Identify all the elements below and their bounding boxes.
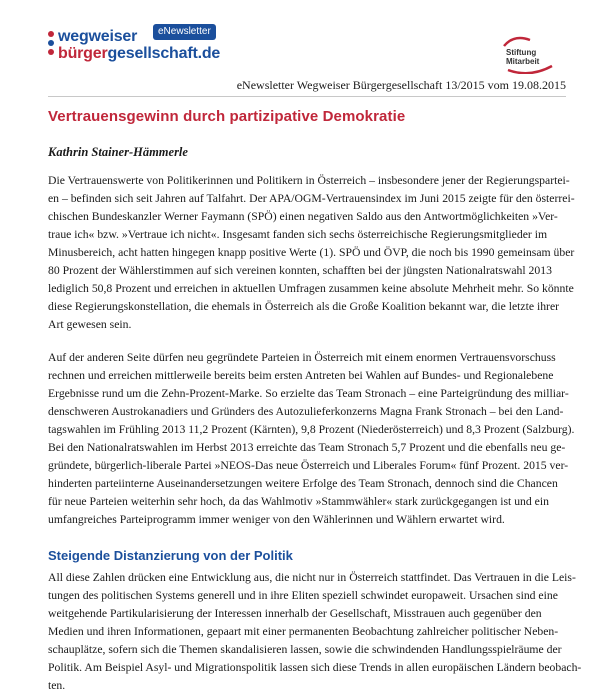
text-line: gründete, bürgerlich-liberale Partei »NEOS-Das neue Österreich und Liberales Forum« fünf Prozent. 2015 ver- bbox=[48, 459, 569, 472]
paragraph-2 bbox=[48, 349, 575, 529]
issue-line: eNewsletter Wegweiser Bürgergesellschaft 13/2015 vom 19.08.2015 bbox=[236, 78, 566, 92]
text-line: umfangreiches Parteiprogramm immer weniger von den Wählerinnen und Wählern erwartet wird. bbox=[48, 513, 505, 526]
text-line: tungen des politischen Systems generell und in ihre Eliten speziell schwindet europaweit. Ursachen sind eine bbox=[48, 589, 558, 602]
logo-dots-icon bbox=[48, 31, 55, 58]
text-line: rechnen und erreichen mittlerweile bereits beim ersten Antreten bei Wahlen auf Bundes- und Regionalebene bbox=[48, 369, 554, 382]
text-line: traue ich« bzw. »Vertraue ich nicht«. Insgesamt fanden sich sechs österreichische Regierungsmitglieder im bbox=[48, 228, 548, 241]
text-line: Bei den Nationalratswahlen im Herbst 2013 erreichte das Team Stronach 5,7 Prozent und die ebenfalls neu ge- bbox=[48, 441, 566, 454]
text-line: lediglich 50,8 Prozent und erreichen in aktuellen Umfragen zusammen keine absolute Mehrheit mehr. So könnte bbox=[48, 282, 574, 295]
text-line: tagswahlen im Frühling 2013 11,2 Prozent (Kärnten), 9,8 Prozent (Niederösterreich) und 8,3 Prozent (Salzburg). bbox=[48, 423, 575, 436]
paragraph-3 bbox=[48, 569, 582, 695]
text-line: schauplätze, sofern sich die Themen skandalisieren lassen, sowie die schwindenden Handlungsspielräume der bbox=[48, 643, 562, 656]
text-line: All diese Zahlen drücken eine Entwicklung aus, die nicht nur in Österreich stattfindet. Das Vertrauen in die Leis- bbox=[48, 571, 576, 584]
paragraph-1 bbox=[48, 172, 575, 334]
text-line: 80 Prozent der Wählerstimmen auf sich vereinen konnten, schafften bei der jüngsten Nationalratswahl 2013 bbox=[48, 264, 552, 277]
text-line: denschweren Austrokanadiers und Gründers des Autozulieferkonzerns Magna Frank Stronach – bei den Land- bbox=[48, 405, 564, 418]
text-line: Minusbereich, acht hatten hingegen knapp positive Werte (1). SPÖ und ÖVP, die noch bis 1990 gemeinsam über bbox=[48, 246, 575, 259]
enewsletter-badge: eNewsletter bbox=[153, 24, 216, 40]
text-line: diese Regierungskonstellation, die ehemals in Österreich als die Große Koalition bekannt war, die letzte ihrer bbox=[48, 300, 560, 313]
article-author: Kathrin Stainer-Hämmerle bbox=[48, 145, 188, 159]
text-line: Politik. Am Beispiel Asyl- und Migrationspolitik lassen sich diese Trends in allen europäischen Ländern beobach- bbox=[48, 661, 582, 674]
logo-wordmark-line2: bürgergesellschaft.de bbox=[58, 45, 221, 62]
mitarbeit-label: Mitarbeit bbox=[506, 57, 540, 66]
article-title: Vertrauensgewinn durch partizipative Demokratie bbox=[48, 108, 406, 125]
text-line: für neue Parteien weiterhin sehr hoch, da das Wahlmotiv »Stammwähler« stark zurückgegangen ist und ein bbox=[48, 495, 549, 508]
section-heading: Steigende Distanzierung von der Politik bbox=[48, 548, 293, 563]
text-line: Medien und ihren Informationen, gepaart mit einer permanenten Beobachtung zahlreicher politischer Neben- bbox=[48, 625, 559, 638]
text-line: hinderten parteiinterne Auseinandersetzungen weitere Erfolge des Team Stronach, dennoch sind die Chancen bbox=[48, 477, 558, 490]
text-line: chischen Bundeskanzler Werner Faymann (SPÖ) einen negativen Saldo aus den Antwortmöglichkeiten »Ver- bbox=[48, 210, 558, 223]
text-line: Ergebnisse rund um die Zehn-Prozent-Marke. So erzielte das Team Stronach – eine Parteigründung des milliar- bbox=[48, 387, 569, 400]
newsletter-header bbox=[0, 0, 612, 90]
text-line: Art gewesen sein. bbox=[48, 318, 132, 331]
text-line: Auf der anderen Seite dürfen neu gegründete Parteien in Österreich mit einem enormen Vertrauensvorschuss bbox=[48, 351, 556, 364]
text-line: weitgehende Partikularisierung der Interessen innerhalb der Gesellschaft, Misstrauen auch gegenüber den bbox=[48, 607, 542, 620]
stiftung-mitarbeit-logo[interactable] bbox=[500, 36, 570, 76]
logo-wordmark-line1: wegweiser bbox=[58, 28, 138, 45]
header-divider bbox=[48, 96, 566, 97]
text-line: en – befinden sich seit Jahren auf Talfahrt. Der APA/OGM-Vertrauensindex im Juni 2015 zeigte für den österrei- bbox=[48, 192, 575, 205]
text-line: ten. bbox=[48, 679, 66, 692]
text-line: Die Vertrauenswerte von Politikerinnen und Politikern in Österreich – insbesondere jener der Regierungspartei- bbox=[48, 174, 570, 187]
stiftung-label: Stiftung bbox=[506, 48, 537, 57]
